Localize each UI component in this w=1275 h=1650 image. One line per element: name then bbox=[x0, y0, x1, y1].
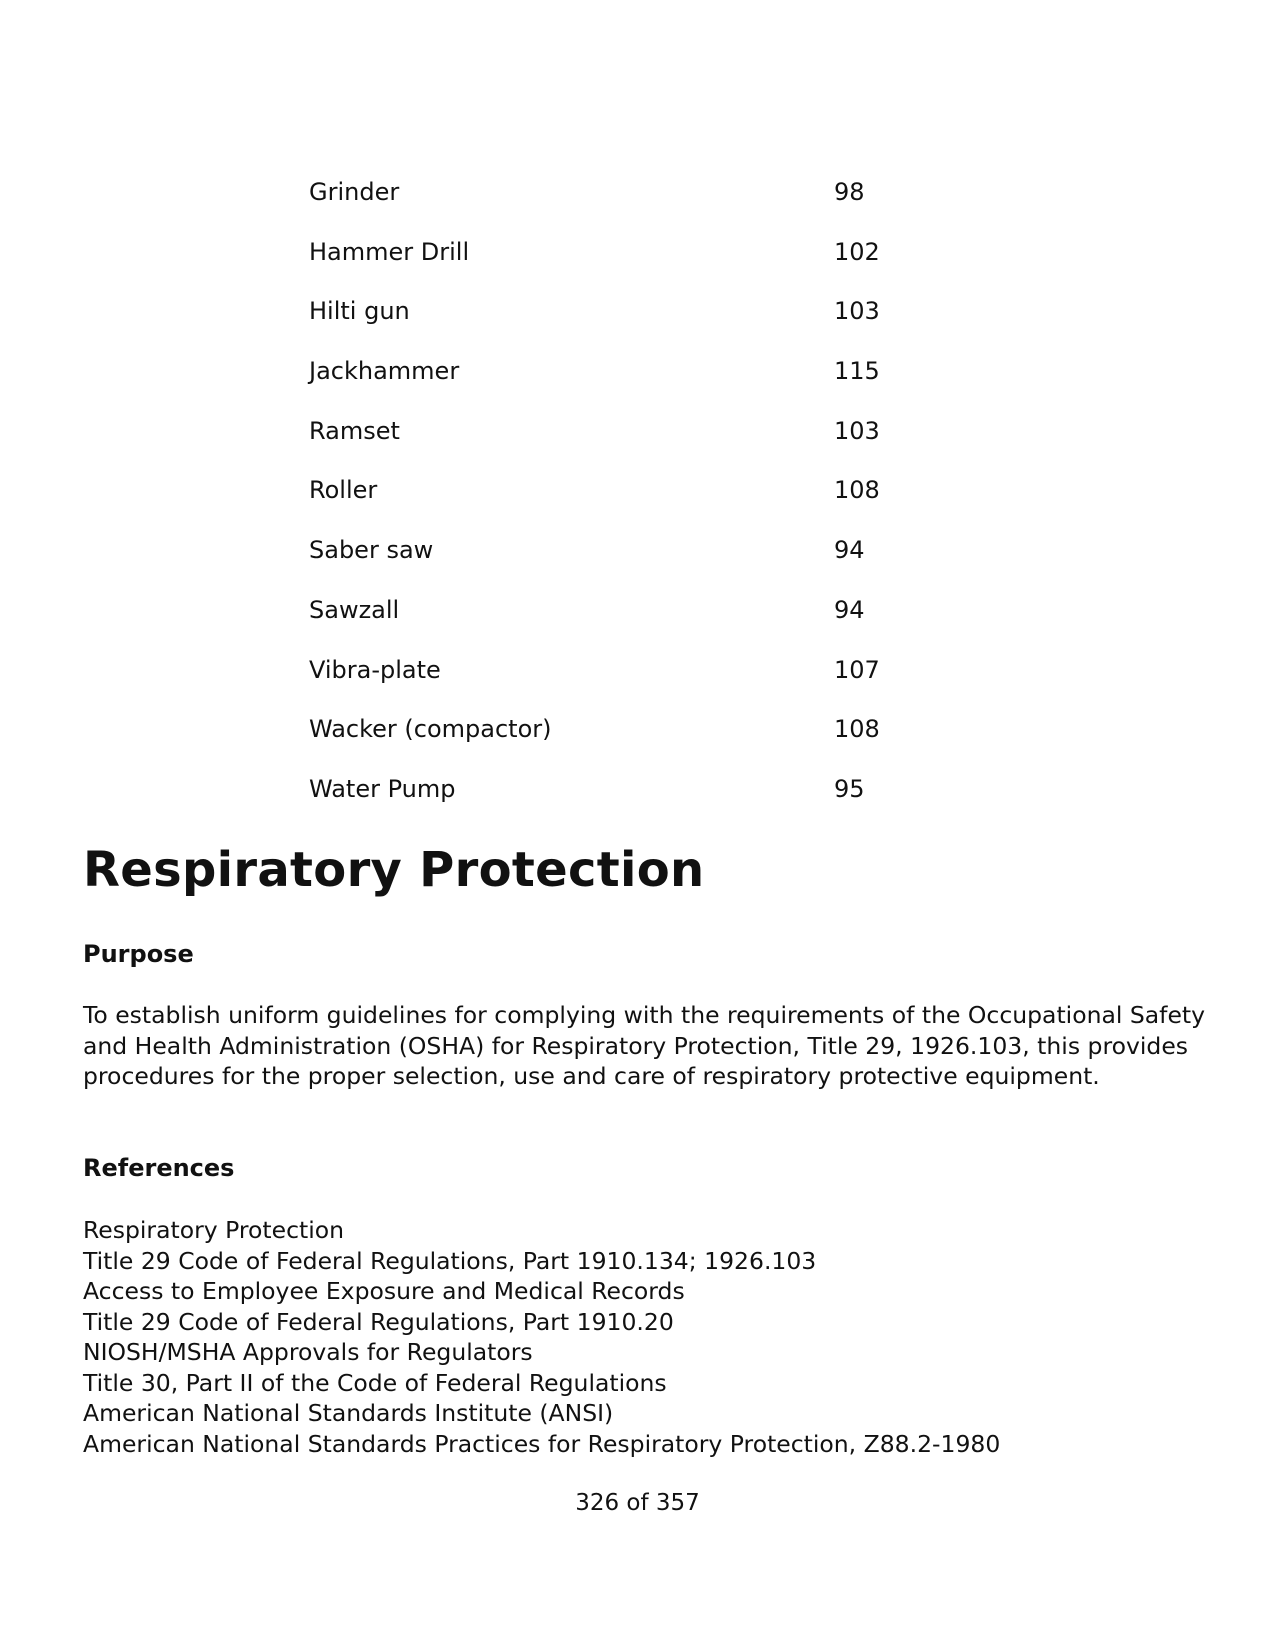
reference-item: Title 29 Code of Federal Regulations, Part 1910.134; 1926.103 bbox=[83, 1246, 817, 1275]
tool-name: Grinder bbox=[309, 178, 400, 206]
noise-level: 107 bbox=[834, 655, 880, 684]
noise-level: 98 bbox=[834, 178, 865, 206]
tool-name: Vibra-plate bbox=[309, 655, 441, 684]
section-title: Respiratory Protection bbox=[83, 842, 705, 898]
tool-name: Hammer Drill bbox=[309, 237, 470, 266]
references-list bbox=[83, 1215, 1000, 1459]
references-heading: References bbox=[83, 1154, 235, 1182]
tool-name: Ramset bbox=[309, 416, 400, 445]
noise-level: 94 bbox=[834, 536, 865, 565]
tool-name: Hilti gun bbox=[309, 297, 410, 326]
tool-name: Saber saw bbox=[309, 536, 434, 565]
noise-level: 103 bbox=[834, 416, 880, 445]
tool-name: Wacker (compactor) bbox=[309, 715, 552, 744]
reference-item: Title 29 Code of Federal Regulations, Part 1910.20 bbox=[83, 1307, 674, 1336]
reference-item: Title 30, Part II of the Code of Federal Regulations bbox=[83, 1368, 667, 1397]
reference-item: American National Standards Institute (ANSI) bbox=[83, 1399, 614, 1427]
tool-name: Jackhammer bbox=[309, 357, 460, 386]
reference-item: Respiratory Protection bbox=[83, 1216, 345, 1244]
noise-level: 102 bbox=[834, 237, 880, 266]
reference-item: NIOSH/MSHA Approvals for Regulators bbox=[83, 1338, 533, 1366]
noise-level: 108 bbox=[834, 715, 880, 744]
page-number: 326 of 357 bbox=[575, 1490, 700, 1516]
reference-item: Access to Employee Exposure and Medical Records bbox=[83, 1277, 685, 1305]
tool-name: Water Pump bbox=[309, 774, 456, 803]
noise-level: 115 bbox=[834, 357, 880, 386]
tool-name: Sawzall bbox=[309, 595, 400, 624]
purpose-paragraph: To establish uniform guidelines for complying with the requirements of the Occupational Safety and Health Administration (OSHA) for Respiratory Protection, Title 29, 1926.103, this provides procedures for the proper selection, use and care of respiratory protective equipment. bbox=[83, 1001, 1206, 1090]
purpose-heading: Purpose bbox=[83, 940, 194, 968]
noise-level: 94 bbox=[834, 595, 865, 624]
tool-name: Roller bbox=[309, 476, 378, 505]
reference-item: American National Standards Practices for Respiratory Protection, Z88.2-1980 bbox=[83, 1429, 1001, 1458]
noise-level: 95 bbox=[834, 774, 865, 803]
noise-level: 108 bbox=[834, 476, 880, 505]
noise-level: 103 bbox=[834, 297, 880, 326]
